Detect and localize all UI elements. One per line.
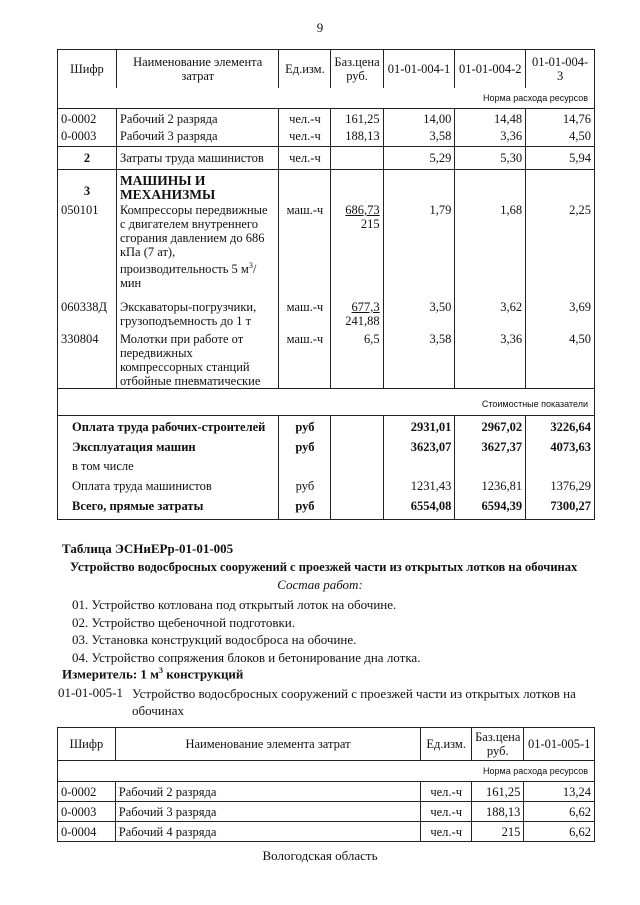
cell-code: 0-0003: [58, 126, 117, 147]
cost-name: Оплата труда рабочих-строителей: [58, 416, 279, 437]
cost-unit: руб: [279, 495, 331, 520]
cell-name: Рабочий 2 разряда: [115, 782, 420, 802]
col-header-v3: 01-01-004-3: [526, 50, 595, 89]
cell-unit: чел.-ч: [421, 782, 472, 802]
col-header-name: Наименование элемента затрат: [115, 728, 420, 761]
cell-name: Рабочий 3 разряда: [115, 802, 420, 822]
table-row: [58, 782, 595, 802]
cell-unit: чел.-ч: [421, 822, 472, 842]
cell-price: 686,73 215: [331, 202, 383, 290]
table-row: [58, 802, 595, 822]
col-header-code: Шифр: [58, 50, 117, 89]
cell-unit: маш.-ч: [279, 202, 331, 290]
cell-name: Экскаваторы-погрузчики, грузоподъемность до 1 т: [116, 290, 279, 328]
cell-code: 2: [58, 147, 117, 170]
cost-row: [58, 456, 595, 475]
table-row: [58, 109, 595, 127]
cost-unit: руб: [279, 475, 331, 495]
cell-name: Рабочий 2 разряда: [116, 109, 279, 127]
cost-unit: руб: [279, 416, 331, 437]
cell-v3: 14,76: [526, 109, 595, 127]
col-header-price: Баз.цена руб.: [331, 50, 383, 89]
table-row: [58, 126, 595, 147]
cell-name: Затраты труда машинистов: [116, 147, 279, 170]
cost-v1: 2931,01: [383, 416, 455, 437]
cell-price: 161,25: [472, 782, 524, 802]
cell-price: 6,5: [331, 328, 383, 389]
cell-price: 188,13: [472, 802, 524, 822]
col-header-name: Наименование элемента затрат: [116, 50, 279, 89]
item-text: Устройство водосбросных сооружений с проезжей части из открытых лотков на обочинах: [132, 686, 576, 718]
cell-v1: 3,58: [383, 126, 455, 147]
cost-v2: 6594,39: [455, 495, 526, 520]
cell-v2: 3,36: [455, 328, 526, 389]
cell-v2: 3,62: [455, 290, 526, 328]
cell-unit: маш.-ч: [279, 290, 331, 328]
work-item: 02. Устройство щебеночной подготовки.: [72, 615, 295, 630]
cost-v1: 6554,08: [383, 495, 455, 520]
col-header-v1: 01-01-005-1: [524, 728, 595, 761]
cell-name: Компрессоры передвижные с двигателем внутреннего сгорания давлением до 686 кПа (7 ат), производительность 5 $м^3$/мин: [116, 202, 279, 290]
table-row: [58, 202, 595, 290]
cost-row: [58, 416, 595, 437]
cell-v1: 6,62: [524, 802, 595, 822]
col-header-v2: 01-01-004-2: [455, 50, 526, 89]
cost-v3: 4073,63: [526, 436, 595, 456]
page-number: 9: [316, 20, 324, 35]
cost-v1: 1231,43: [383, 475, 455, 495]
cost-v3: 3226,64: [526, 416, 595, 437]
cell-name: Молотки при работе от передвижных компрессорных станций отбойные пневматические: [116, 328, 279, 389]
cell-v2: 3,36: [455, 126, 526, 147]
cost-v3: 1376,29: [526, 475, 595, 495]
cell-v1: 3,50: [383, 290, 455, 328]
cell-v3: 4,50: [526, 126, 595, 147]
footer-region: Вологодская область: [262, 848, 378, 863]
cell-code: 0-0002: [58, 109, 117, 127]
cost-row: [58, 436, 595, 456]
cost-v3: 7300,27: [526, 495, 595, 520]
resource-table-01-01-004: [57, 49, 595, 520]
cell-price: 188,13: [331, 126, 383, 147]
composition-title: Состав работ:: [277, 577, 363, 592]
table-title: Таблица ЭСНиЕРр-01-01-005: [62, 541, 234, 556]
table-header-row: [58, 728, 595, 761]
section-row-norm: [58, 88, 595, 109]
cell-code: 060338Д: [58, 290, 117, 328]
cost-v2: 1236,81: [455, 475, 526, 495]
cost-v2: 3627,37: [455, 436, 526, 456]
cell-unit: чел.-ч: [279, 126, 331, 147]
col-header-code: Шифр: [58, 728, 116, 761]
cell-v3: 4,50: [526, 328, 595, 389]
cell-v1: 5,29: [383, 147, 455, 170]
cell-v1: 6,62: [524, 822, 595, 842]
table-row: [58, 822, 595, 842]
cell-unit: чел.-ч: [421, 802, 472, 822]
cost-name: Оплата труда машинистов: [58, 475, 279, 495]
cell-group-name: МАШИНЫ И МЕХАНИЗМЫ: [116, 170, 279, 203]
section-label-norm: Норма расхода ресурсов: [58, 761, 595, 782]
section-row-cost: [58, 389, 595, 416]
cell-v2: 1,68: [455, 202, 526, 290]
cell-price: 215: [472, 822, 524, 842]
cell-code: 0-0003: [58, 802, 116, 822]
cell-code: 330804: [58, 328, 117, 389]
col-header-unit: Ед.изм.: [279, 50, 331, 89]
col-header-unit: Ед.изм.: [421, 728, 472, 761]
cell-code: 0-0004: [58, 822, 116, 842]
cell-price: 161,25: [331, 109, 383, 127]
cell-v1: 3,58: [383, 328, 455, 389]
cost-name: Всего, прямые затраты: [58, 495, 279, 520]
cost-v1: 3623,07: [383, 436, 455, 456]
cell-v2: 5,30: [455, 147, 526, 170]
cell-name: Рабочий 4 разряда: [115, 822, 420, 842]
table-row-group: [58, 170, 595, 203]
section-row-norm: [58, 761, 595, 782]
cell-v1: 13,24: [524, 782, 595, 802]
cell-unit: чел.-ч: [279, 147, 331, 170]
cost-name: в том числе: [58, 456, 279, 475]
cell-code: 0-0002: [58, 782, 116, 802]
table-row-machinist: [58, 147, 595, 170]
cell-v3: 2,25: [526, 202, 595, 290]
cell-v1: 1,79: [383, 202, 455, 290]
work-item: 04. Устройство сопряжения блоков и бетонирование дна лотка.: [72, 650, 421, 665]
cost-row-total: [58, 495, 595, 520]
cell-unit: маш.-ч: [279, 328, 331, 389]
item-code: 01-01-005-1: [58, 685, 123, 700]
table-row: [58, 290, 595, 328]
cell-v3: 5,94: [526, 147, 595, 170]
cell-code: 3: [58, 170, 117, 203]
col-header-price: Баз.цена руб.: [472, 728, 524, 761]
cell-v2: 14,48: [455, 109, 526, 127]
section-label-norm: Норма расхода ресурсов: [58, 88, 595, 109]
cell-name: Рабочий 3 разряда: [116, 126, 279, 147]
resource-table-01-01-005: [57, 727, 595, 842]
cell-v1: 14,00: [383, 109, 455, 127]
section-label-cost: Стоимостные показатели: [58, 389, 595, 416]
cost-v2: 2967,02: [455, 416, 526, 437]
meter-line: Измеритель: 1 $м^3$ конструкций: [62, 666, 244, 682]
cost-unit: руб: [279, 436, 331, 456]
cell-unit: чел.-ч: [279, 109, 331, 127]
cost-name: Эксплуатация машин: [58, 436, 279, 456]
work-item: 03. Установка конструкций водосброса на обочине.: [72, 632, 357, 647]
table-row: [58, 328, 595, 389]
cell-price: [331, 147, 383, 170]
section-heading: Устройство водосбросных сооружений с проезжей части из открытых лотков на обочинах: [70, 560, 578, 574]
cost-row: [58, 475, 595, 495]
col-header-v1: 01-01-004-1: [383, 50, 455, 89]
work-item: 01. Устройство котлована под открытый лоток на обочине.: [72, 597, 397, 612]
cell-v3: 3,69: [526, 290, 595, 328]
cell-code: 050101: [58, 202, 117, 290]
table-header-row: [58, 50, 595, 89]
cell-price: 677,3 241,88: [331, 290, 383, 328]
